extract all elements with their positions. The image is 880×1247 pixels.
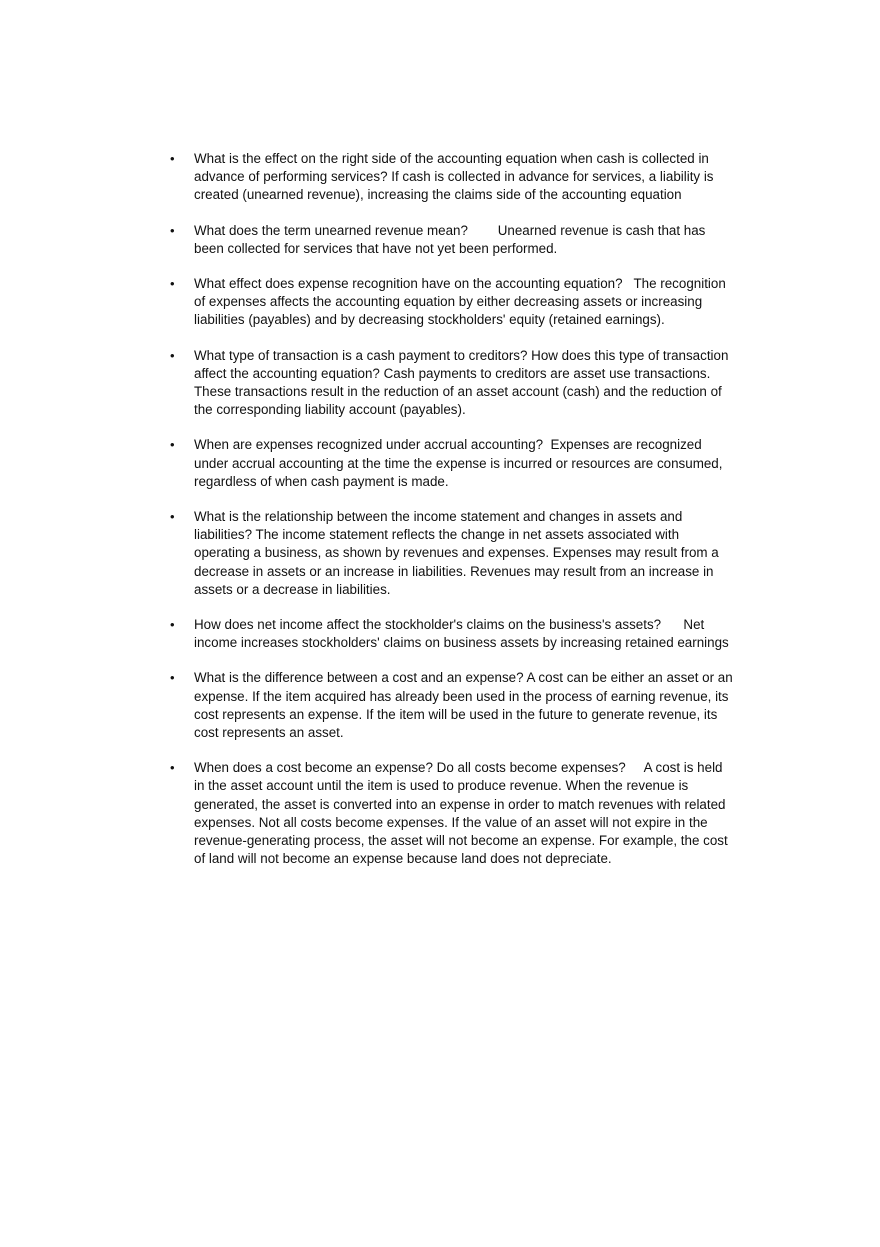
list-item: [168, 436, 733, 491]
bullet-icon: •: [170, 670, 175, 686]
list-item: [168, 347, 733, 420]
bullet-icon: •: [170, 437, 175, 453]
list-item-text: What is the effect on the right side of the accounting equation when cash is collected in advance of performing services? If cash is collected in advance for services, a liability is created (unearned revenue), increasing the claims side of the accounting equation: [194, 151, 718, 203]
list-item: [168, 150, 733, 205]
list-item-text: When does a cost become an expense? Do all costs become expenses? A cost is held in the asset account until the item is used to produce revenue. When the revenue is generated, the asset is converted into an expense in order to match revenues with related expenses. Not all costs become expenses. If the value of an asset will not expire in the revenue-generating process, the asset will not become an expense. For example, the cost of land will not become an expense because land does not depreciate.: [194, 760, 732, 867]
list-item: [168, 759, 733, 868]
bullet-icon: •: [170, 347, 175, 363]
list-item-text: What type of transaction is a cash payment to creditors? How does this type of transaction affect the accounting equation? Cash payments to creditors are asset use transactions. These transactions result in the reduction of an asset account (cash) and the reduction of the corresponding liability account (payables).: [194, 347, 733, 418]
list-item: [168, 222, 733, 258]
bullet-icon: •: [170, 760, 175, 776]
list-item: [168, 616, 733, 652]
bullet-icon: •: [170, 509, 175, 525]
list-item-text: How does net income affect the stockholder's claims on the business's assets? Net income increases stockholders' claims on business assets by increasing retained earnings: [194, 617, 729, 651]
list-item: [168, 275, 733, 330]
list-item-text: What does the term unearned revenue mean? Unearned revenue is cash that has been collected for services that have not yet been performed.: [194, 222, 710, 256]
list-item-text: What is the difference between a cost and an expense? A cost can be either an asset or an expense. If the item acquired has already been used in the process of earning revenue, its cost represents an expense. If the item will be used in the future to generate revenue, its cost represents an asset.: [194, 670, 737, 741]
list-item: [168, 508, 733, 599]
bullet-icon: •: [170, 617, 175, 633]
bullet-icon: •: [170, 276, 175, 292]
question-answer-list: [168, 150, 737, 886]
bullet-icon: •: [170, 151, 175, 166]
list-item: [168, 669, 737, 742]
bullet-icon: •: [170, 222, 175, 238]
list-item-text: When are expenses recognized under accrual accounting? Expenses are recognized under accrual accounting at the time the expense is incurred or resources are consumed, regardless of when cash payment is made.: [194, 437, 727, 489]
list-item-text: What effect does expense recognition have on the accounting equation? The recognition of expenses affects the accounting equation by either decreasing assets or increasing liabilities (payables) and by decreasing stockholders' equity (retained earnings).: [194, 276, 730, 328]
list-item-text: What is the relationship between the income statement and changes in assets and liabilities? The income statement reflects the change in net assets associated with operating a business, as shown by revenues and expenses. Expenses may result from a decrease in assets or an increase in liabilities. Revenues may result from an increase in assets or a decrease in liabilities.: [194, 509, 723, 597]
